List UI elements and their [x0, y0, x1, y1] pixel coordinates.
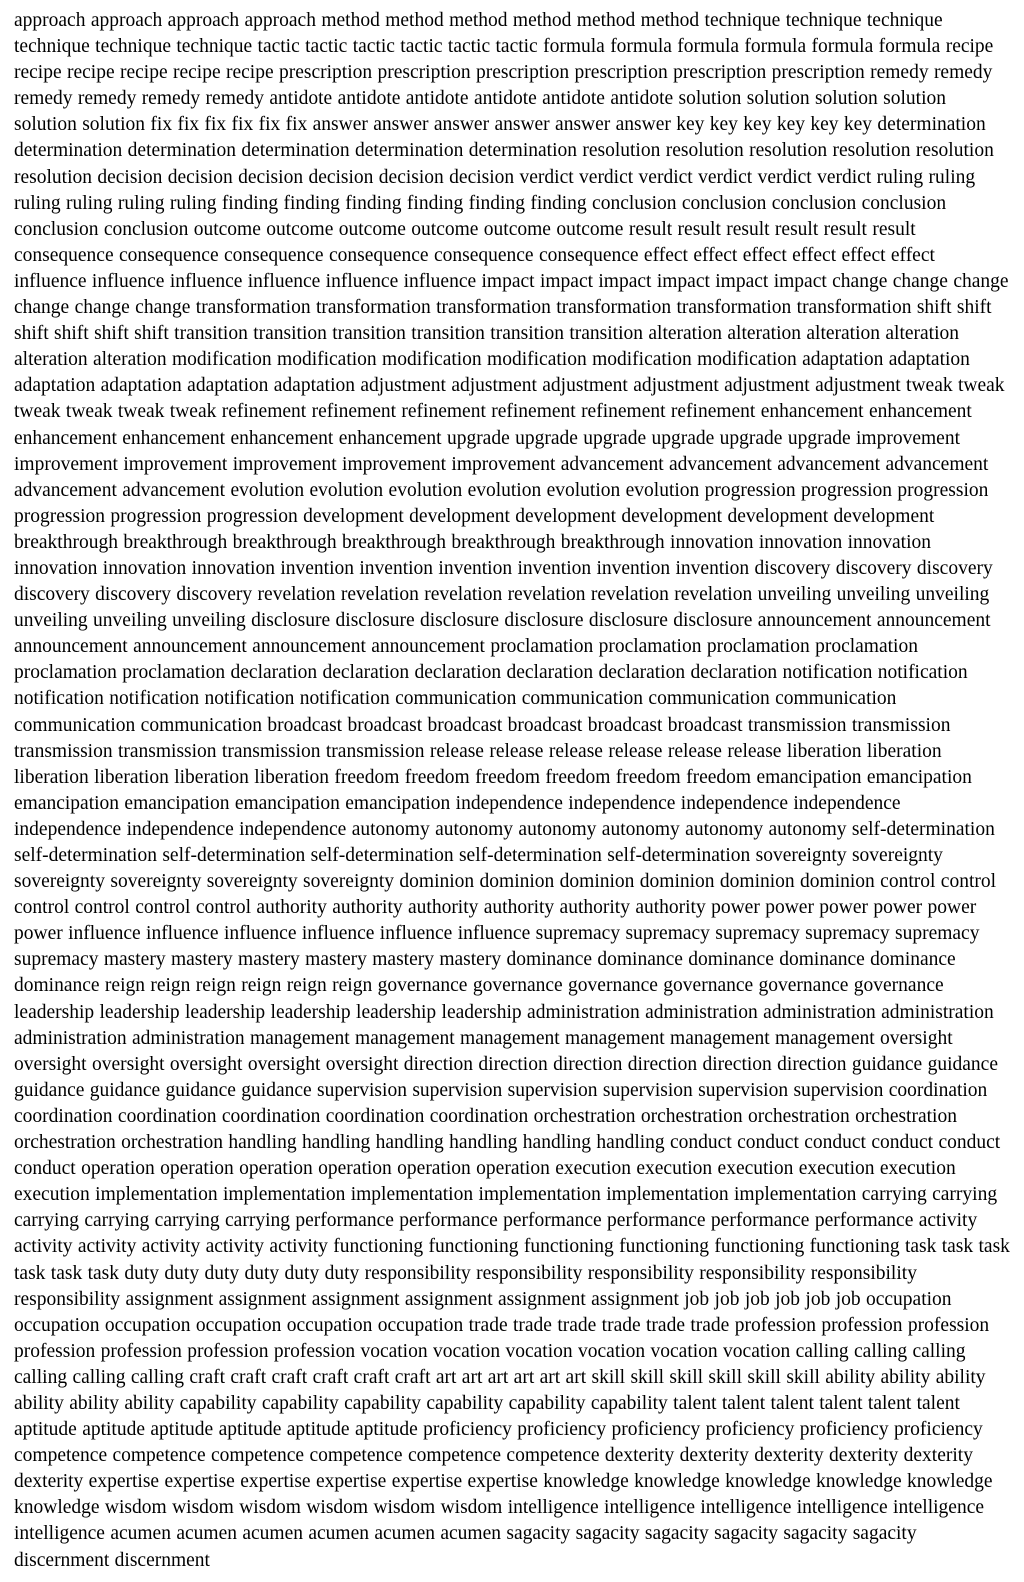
document-body-text: approach approach approach approach method method method method method method technique technique technique technique technique technique tactic tactic tactic tactic tactic tactic formula formula formula formula formula formula recipe recipe recipe recipe recipe recipe prescription prescription prescription prescription prescription prescription remedy remedy remedy remedy remedy remedy antidote antidote antidote antidote antidote antidote solution solution solution solution solution solution fix fix fix fix fix fix answer answer answer answer answer answer key key key key key key determination determination determination determination determination determination resolution resolution resolution resolution resolution resolution decision decision decision decision decision decision verdict verdict verdict verdict verdict verdict ruling ruling ruling ruling ruling ruling finding finding finding finding finding finding conclusion conclusion conclusion conclusion conclusion conclusion outcome outcome outcome outcome outcome outcome result result result result result result consequence consequence consequence consequence consequence consequence effect effect effect effect effect effect influence influence influence influence influence influence impact impact impact impact impact impact change change change change change change transformation transformation transformation transformation transformation transformation shift shift shift shift shift shift transition transition transition transition transition transition alteration alteration alteration alteration alteration alteration modification modification modification modification modification modification adaptation adaptation adaptation adaptation adaptation adaptation adjustment adjustment adjustment adjustment adjustment adjustment tweak tweak tweak tweak tweak tweak refinement refinement refinement refinement refinement refinement enhancement enhancement enhancement enhancement enhancement enhancement upgrade upgrade upgrade upgrade upgrade upgrade improvement improvement improvement improvement improvement improvement advancement advancement advancement advancement advancement advancement evolution evolution evolution evolution evolution evolution progression progression progression progression progression progression development development development development development development breakthrough breakthrough breakthrough breakthrough breakthrough breakthrough innovation innovation innovation innovation innovation innovation invention invention invention invention invention invention discovery discovery discovery discovery discovery discovery revelation revelation revelation revelation revelation revelation unveiling unveiling unveiling unveiling unveiling unveiling disclosure disclosure disclosure disclosure disclosure disclosure announcement announcement announcement announcement announcement announcement proclamation proclamation proclamation proclamation proclamation proclamation declaration declaration declaration declaration declaration declaration notification notification notification notification notification notification communication communication communication communication communication communication broadcast broadcast broadcast broadcast broadcast broadcast transmission transmission transmission transmission transmission transmission release release release release release release liberation liberation liberation liberation liberation liberation freedom freedom freedom freedom freedom freedom emancipation emancipation emancipation emancipation emancipation emancipation independence independence independence independence independence independence independence autonomy autonomy autonomy autonomy autonomy autonomy self-determination self-determination self-determination self-determination self-determination self-determination sovereignty sovereignty sovereignty sovereignty sovereignty sovereignty dominion dominion dominion dominion dominion dominion control control control control control control authority authority authority authority authority authority power power power power power power influence influence influence influence influence influence supremacy supremacy supremacy supremacy supremacy supremacy mastery mastery mastery mastery mastery mastery dominance dominance dominance dominance dominance dominance reign reign reign reign reign reign governance governance governance governance governance governance leadership leadership leadership leadership leadership leadership administration administration administration administration administration administration management management management management management management oversight oversight oversight oversight oversight oversight direction direction direction direction direction direction guidance guidance guidance guidance guidance guidance supervision supervision supervision supervision supervision supervision coordination coordination coordination coordination coordination coordination orchestration orchestration orchestration orchestration orchestration orchestration handling handling handling handling handling handling conduct conduct conduct conduct conduct conduct operation operation operation operation operation operation execution execution execution execution execution execution implementation implementation implementation implementation implementation implementation carrying carrying carrying carrying carrying carrying performance performance performance performance performance performance activity activity activity activity activity activity functioning functioning functioning functioning functioning functioning task task task task task task duty duty duty duty duty duty responsibility responsibility responsibility responsibility responsibility responsibility assignment assignment assignment assignment assignment assignment job job job job job job occupation occupation occupation occupation occupation occupation trade trade trade trade trade trade profession profession profession profession profession profession profession vocation vocation vocation vocation vocation vocation calling calling calling calling calling calling craft craft craft craft craft craft art art art art art art skill skill skill skill skill skill ability ability ability ability ability ability capability capability capability capability capability capability talent talent talent talent talent talent aptitude aptitude aptitude aptitude aptitude aptitude proficiency proficiency proficiency proficiency proficiency proficiency competence competence competence competence competence competence dexterity dexterity dexterity dexterity dexterity dexterity expertise expertise expertise expertise expertise expertise knowledge knowledge knowledge knowledge knowledge knowledge wisdom wisdom wisdom wisdom wisdom wisdom intelligence intelligence intelligence intelligence intelligence intelligence acumen acumen acumen acumen acumen acumen sagacity sagacity sagacity sagacity sagacity sagacity discernment discernment	[14, 10, 1010, 1571]
